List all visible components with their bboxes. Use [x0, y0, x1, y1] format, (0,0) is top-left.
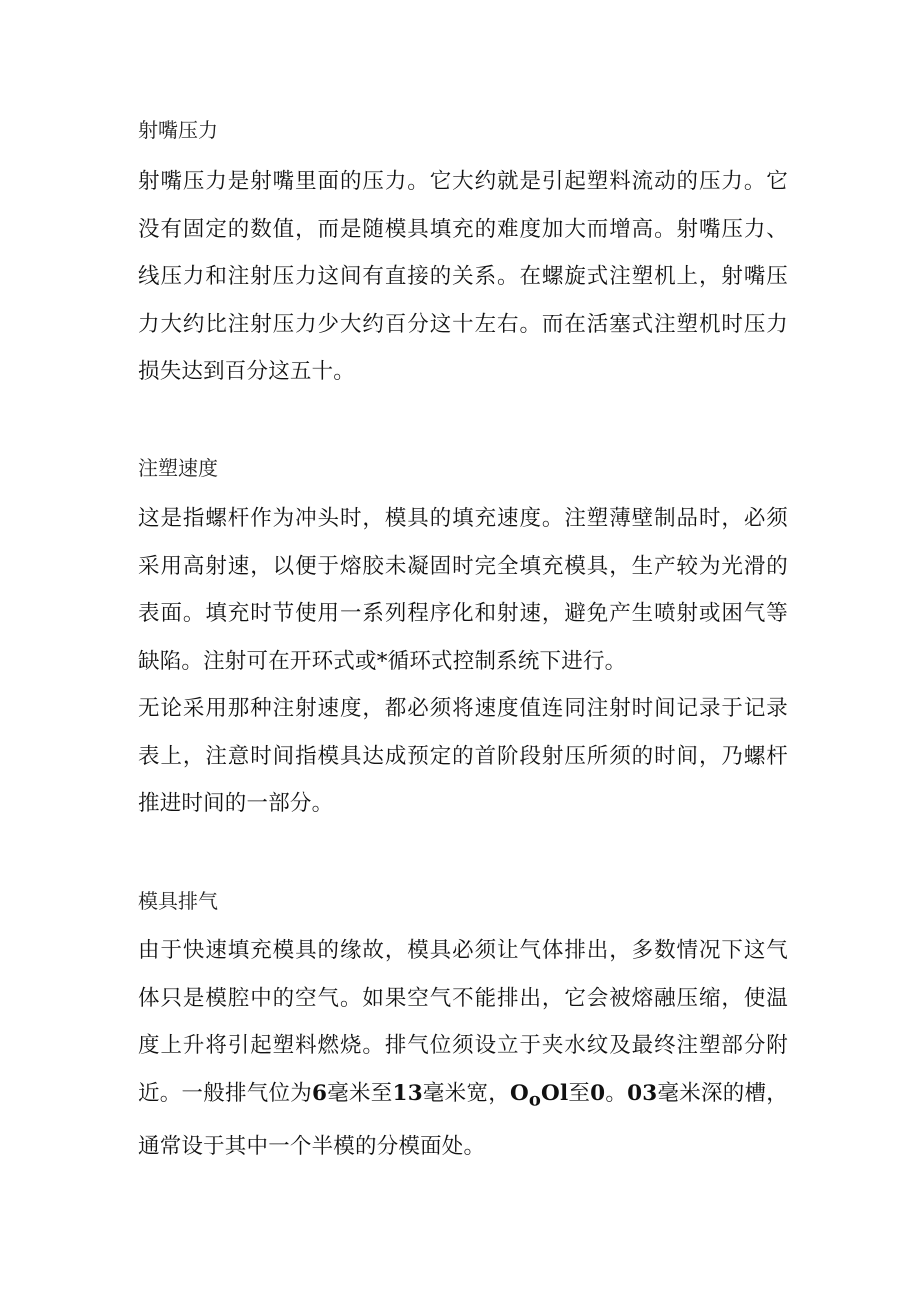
- section-heading-injection-speed: 注塑速度: [138, 456, 218, 480]
- venting-text-1: 一般排气位为: [181, 1080, 313, 1106]
- venting-text-3: 毫米宽，: [422, 1080, 510, 1106]
- paragraph-mold-venting-text: 由于快速填充模具的缘故，模具必须让气体排出，多数情况下这气体只是模腔中的空气。如果空气不能排出，它会被熔融压缩，使温度上升将引起塑料燃烧。排气位须设立于夹水纹及最终注塑部分附近。: [138, 938, 788, 1106]
- vent-width-max: 13: [392, 1080, 423, 1106]
- venting-text-5: 。: [605, 1080, 628, 1106]
- vent-depth-max-b: 03: [627, 1080, 658, 1106]
- paragraph-injection-speed-1: 这是指螺杆作为冲头时，模具的填充速度。注塑薄壁制品时，必须采用高射速，以便于熔胶未凝固时完全填充模具，生产较为光滑的表面。填充时节使用一系列程序化和射速，避免产生喷射或困气等缺陷。注射可在开环式或*循环式控制系统下进行。: [138, 506, 788, 674]
- venting-text-6: 毫米深的槽，通常设于其中一个半模的分模面处。: [138, 1080, 788, 1160]
- paragraph-nozzle-pressure: 射嘴压力是射嘴里面的压力。它大约就是引起塑料流动的压力。它没有固定的数值，而是随模具填充的难度加大而增高。射嘴压力、线压力和注射压力这间有直接的关系。在螺旋式注塑机上，射嘴压力大约比注射压力少大约百分这十左右。而在活塞式注塑机时压力损失达到百分这五十。: [138, 169, 788, 384]
- venting-text-4: 至: [568, 1080, 591, 1106]
- venting-text-2: 毫米至: [327, 1080, 393, 1106]
- paragraph-mold-venting: [138, 927, 788, 1171]
- vent-depth-max-a: 0: [590, 1080, 606, 1106]
- section-heading-mold-venting: 模具排气: [138, 889, 218, 913]
- vent-depth-min-sub: o: [528, 1088, 542, 1110]
- vent-depth-min-b: Ol: [541, 1080, 569, 1106]
- paragraph-injection-speed-2: 无论采用那种注射速度，都必须将速度值连同注射时间记录于记录表上，注意时间指模具达成预定的首阶段射压所须的时间，乃螺杆推进时间的一部分。: [138, 696, 788, 816]
- vent-width-min: 6: [312, 1080, 328, 1106]
- vent-depth-min-a: O: [509, 1080, 529, 1106]
- section-heading-nozzle-pressure: 射嘴压力: [138, 118, 218, 142]
